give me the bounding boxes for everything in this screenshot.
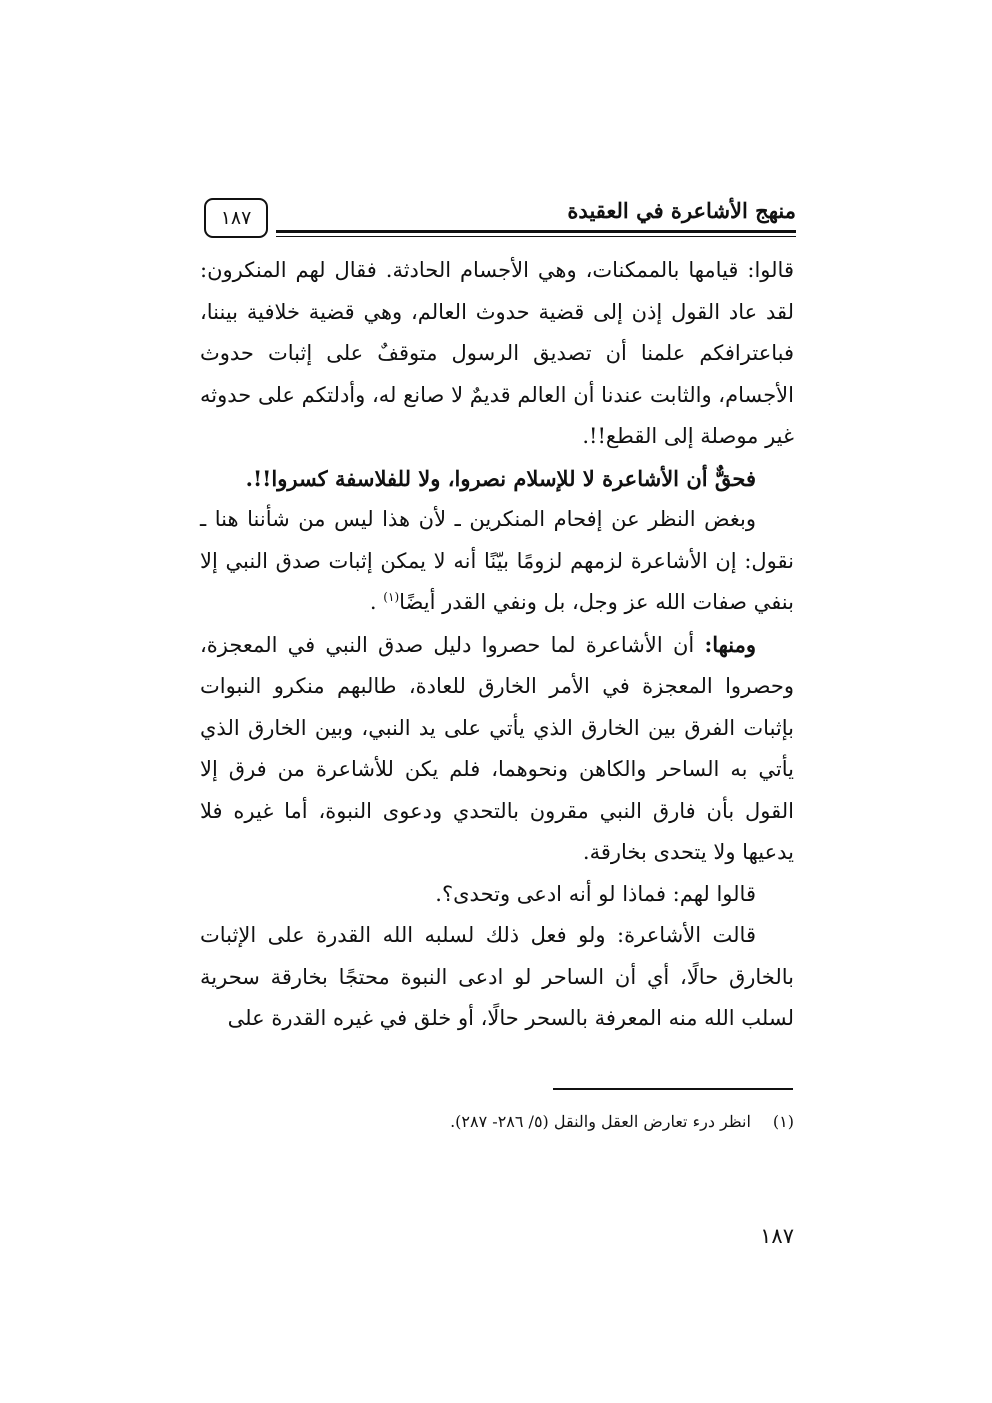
paragraph (200, 915, 794, 1040)
paragraph (200, 874, 794, 916)
paragraph-bold (200, 458, 794, 500)
paragraph-lead: ومنها: (704, 631, 756, 657)
main-text (200, 250, 794, 1040)
page-header (200, 196, 796, 244)
header-rule (276, 230, 796, 233)
footnote-reference[interactable]: (١) (383, 590, 400, 604)
paragraph-text: وبغض النظر عن إفحام المنكرين ـ لأن هذا ليس من شأننا هنا ـ نقول: إن الأشاعرة لزمهم لزومًا بيّنًا أنه لا يمكن إثبات صدق النبي إلا بنفي صفات الله عز وجل، بل ونفي القدر أيضًا (200, 507, 794, 614)
paragraph-text: قالت الأشاعرة: ولو فعل ذلك لسلبه الله القدرة على الإثبات بالخارق حالًا، أي أن الساحر لو ادعى النبوة محتجًا بخارقة سحرية لسلب الله منه المعرفة بالسحر حالًا، أو خلق في غيره القدرة على (200, 923, 794, 1030)
footnote-separator (553, 1088, 793, 1090)
paragraph (200, 250, 794, 458)
footer-page-number: ١٨٧ (760, 1224, 794, 1248)
paragraph (200, 499, 794, 624)
paragraph-text: قالوا: قيامها بالممكنات، وهي الأجسام الحادثة. فقال لهم المنكرون: لقد عاد القول إذن إلى قضية حدوث العالم، وهي قضية خلافية بيننا، فباعترافكم علمنا أن تصديق الرسول متوقفٌ على إثبات حدوث الأجسام، والثابت عندنا أن العالم قديمٌ لا صانع له، وأدلتكم على حدوثه غير موصلة إلى القطع!!. (200, 258, 794, 448)
paragraph-text-end: . (369, 590, 377, 614)
footnote-marker: (١) (772, 1112, 794, 1131)
paragraph-text: قالوا لهم: فماذا لو أنه ادعى وتحدى؟. (435, 881, 756, 906)
paragraph-text: أن الأشاعرة لما حصروا دليل صدق النبي في المعجزة، وحصروا المعجزة في الأمر الخارق للعادة، طالبهم منكرو النبوات بإثبات الفرق بين الخارق الذي يأتي على يد النبي، وبين الخارق الذي يأتي به الساحر والكاهن ونحوهما، فلم يكن للأشاعرة من فرق إلا القول بأن فارق النبي مقرون بالتحدي ودعوى النبوة، أما غيره فلا يدعيها ولا يتحدى بخارقة. (200, 632, 794, 864)
header-page-number: ١٨٧ (204, 198, 268, 238)
footnote (300, 1108, 794, 1136)
paragraph-text: فحقٌّ أن الأشاعرة لا للإسلام نصروا، ولا للفلاسفة كسروا!!. (245, 465, 756, 491)
paragraph (200, 624, 794, 874)
footnote-text: انظر درء تعارض العقل والنقل (٥/ ٢٨٦- ٢٨٧). (450, 1112, 751, 1131)
running-title: منهج الأشاعرة في العقيدة (567, 198, 796, 223)
header-rule-thin (276, 236, 796, 237)
